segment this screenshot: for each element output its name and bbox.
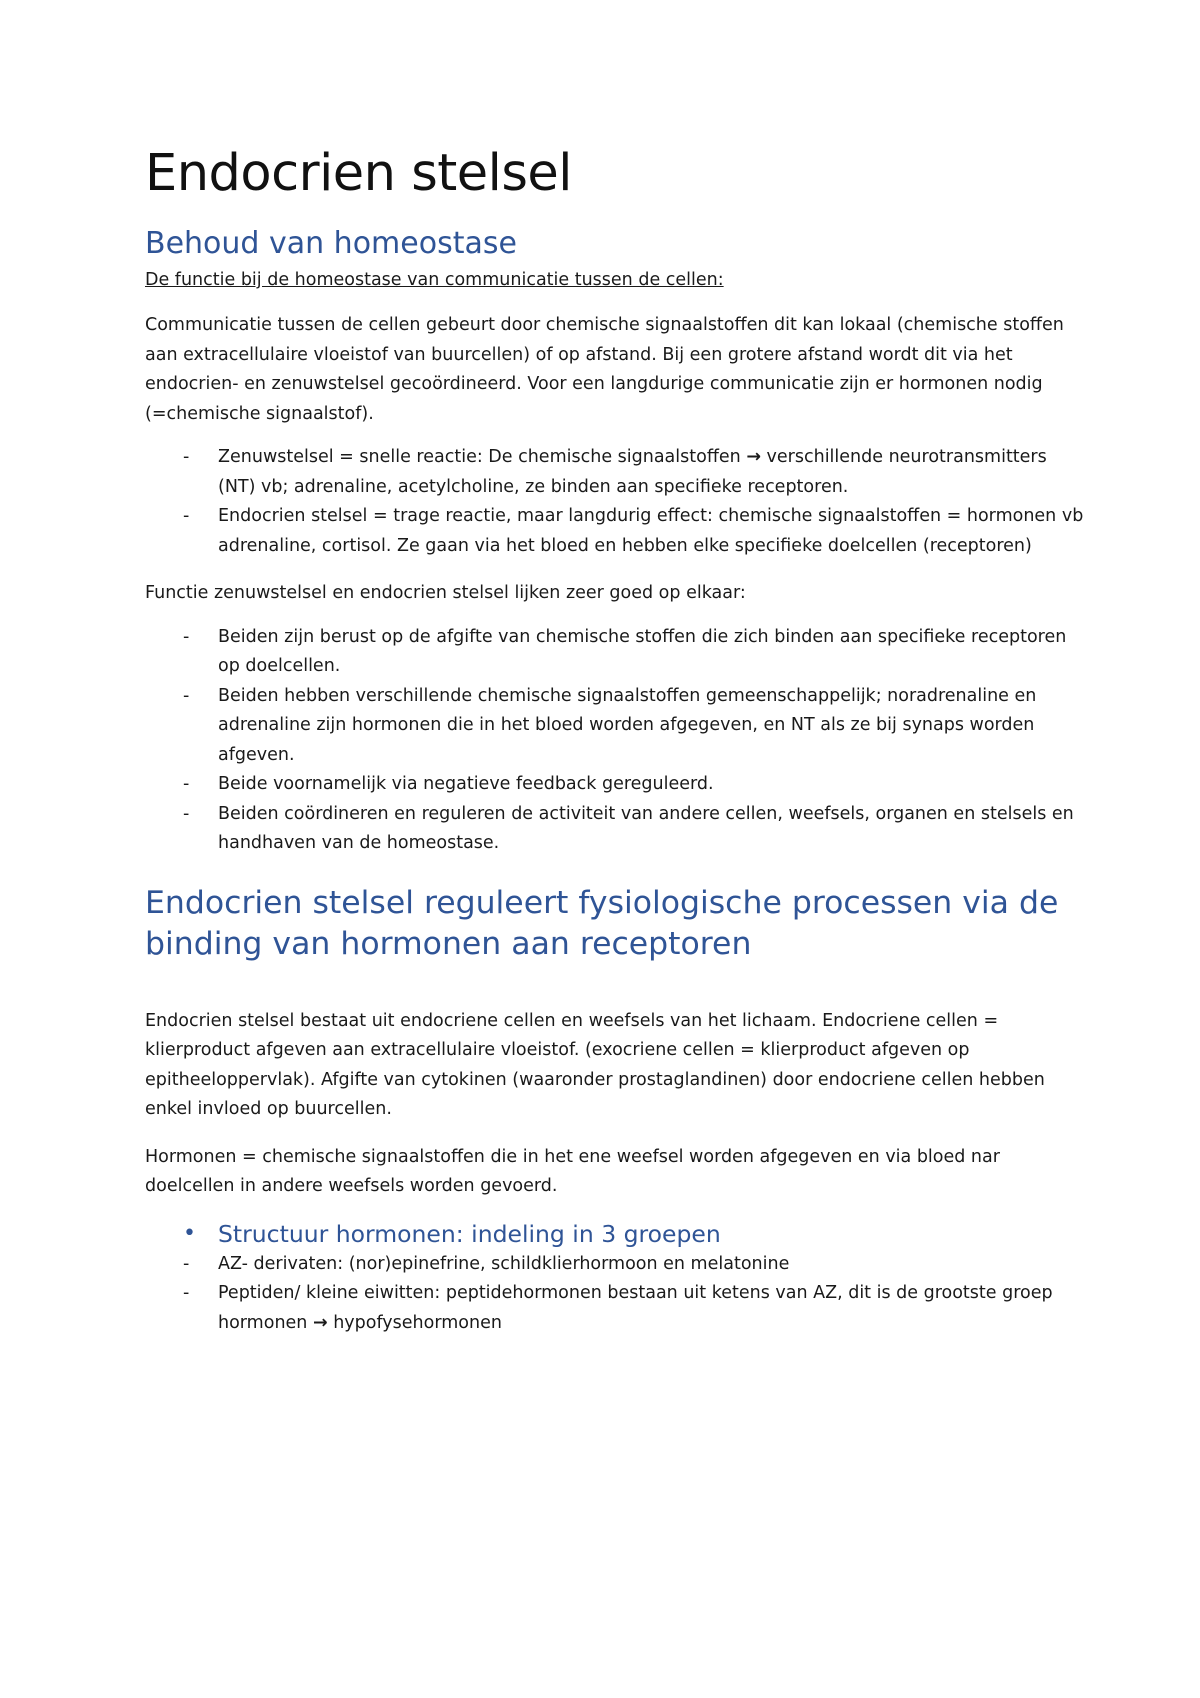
document-title: Endocrien stelsel <box>145 144 572 203</box>
dash-marker: - <box>183 803 190 824</box>
arrow-right-icon: → <box>312 1312 328 1333</box>
list-item: - Zenuwstelsel = snelle reactie: De chemische signaalstoffen → verschillende neurotransmitters (NT) vb; adrenaline, acetylcholine, ze binden aan specifieke receptoren. <box>145 443 1085 502</box>
compare-intro: Functie zenuwstelsel en endocrien stelsel lijken zeer goed op elkaar: <box>145 583 746 603</box>
dash-marker: - <box>183 774 190 794</box>
dash-marker: - <box>183 626 190 647</box>
dash-marker: - <box>183 685 190 706</box>
document-page <box>145 140 1085 1338</box>
section-heading-homeostase: Behoud van homeostase <box>145 226 517 261</box>
section-heading-regulation: Endocrien stelsel reguleert fysiologische processen via de binding van hormonen aan receptoren <box>145 884 1059 962</box>
dash-marker: - <box>183 1253 190 1274</box>
dash-marker: - <box>183 506 190 526</box>
similarities-list <box>145 623 1085 859</box>
list-item: - Beide voornamelijk via negatieve feedback gereguleerd. <box>145 770 1085 800</box>
intro-paragraph: Communicatie tussen de cellen gebeurt door chemische signaalstoffen dit kan lokaal (chemische stoffen aan extracellulaire vloeistof van buurcellen) of op afstand. Bij een grotere afstand wordt dit via het endocrien- en zenuwstelsel gecoördineerd. Voor een langdurige communicatie zijn er hormonen nodig (=chemische signaalstof). <box>145 315 1064 424</box>
list-item: - Peptiden/ kleine eiwitten: peptidehormonen bestaan uit ketens van AZ, dit is de grootste groep hormonen → hypofysehormonen <box>145 1279 1085 1338</box>
hormones-paragraph: Hormonen = chemische signaalstoffen die in het ene weefsel worden afgegeven en via bloed nar doelcellen in andere weefsels worden gevoerd. <box>145 1146 1000 1196</box>
list-item: - Beiden zijn berust op de afgifte van chemische stoffen die zich binden aan specifieke receptoren op doelcellen. <box>145 623 1085 682</box>
list-item: - Beiden coördineren en reguleren de activiteit van andere cellen, weefsels, organen en stelsels en handhaven van de homeostase. <box>145 800 1085 859</box>
endocrine-paragraph: Endocrien stelsel bestaat uit endocriene cellen en weefsels van het lichaam. Endocriene cellen = klierproduct afgeven aan extracellulaire vloeistof. (exocriene cellen = klierproduct afgeven op epitheeloppervlak). Afgifte van cytokinen (waaronder prostaglandinen) door endocriene cellen hebben enkel invloed op buurcellen. <box>145 1010 1045 1119</box>
arrow-right-icon: → <box>746 447 761 467</box>
nervous-endocrine-list <box>145 443 1085 561</box>
bullet-icon: • <box>183 1220 196 1246</box>
hormone-groups-list <box>145 1250 1085 1339</box>
list-item: - Endocrien stelsel = trage reactie, maar langdurig effect: chemische signaalstoffen = hormonen vb adrenaline, cortisol. Ze gaan via het bloed en hebben elke specifieke doelcellen (receptoren) <box>145 502 1085 561</box>
spacer <box>145 965 1085 995</box>
list-item: - AZ- derivaten: (nor)epinefrine, schildklierhormoon en melatonine <box>145 1250 1085 1280</box>
dash-marker: - <box>183 1283 190 1303</box>
dash-marker: - <box>183 447 190 467</box>
list-item: - Beiden hebben verschillende chemische signaalstoffen gemeenschappelijk; noradrenaline en adrenaline zijn hormonen die in het bloed worden afgegeven, en NT als ze bij synaps worden afgeven. <box>145 682 1085 771</box>
section-subheading: De functie bij de homeostase van communicatie tussen de cellen: <box>145 270 724 290</box>
bullet-heading-structure: • Structuur hormonen: indeling in 3 groepen <box>183 1219 721 1248</box>
